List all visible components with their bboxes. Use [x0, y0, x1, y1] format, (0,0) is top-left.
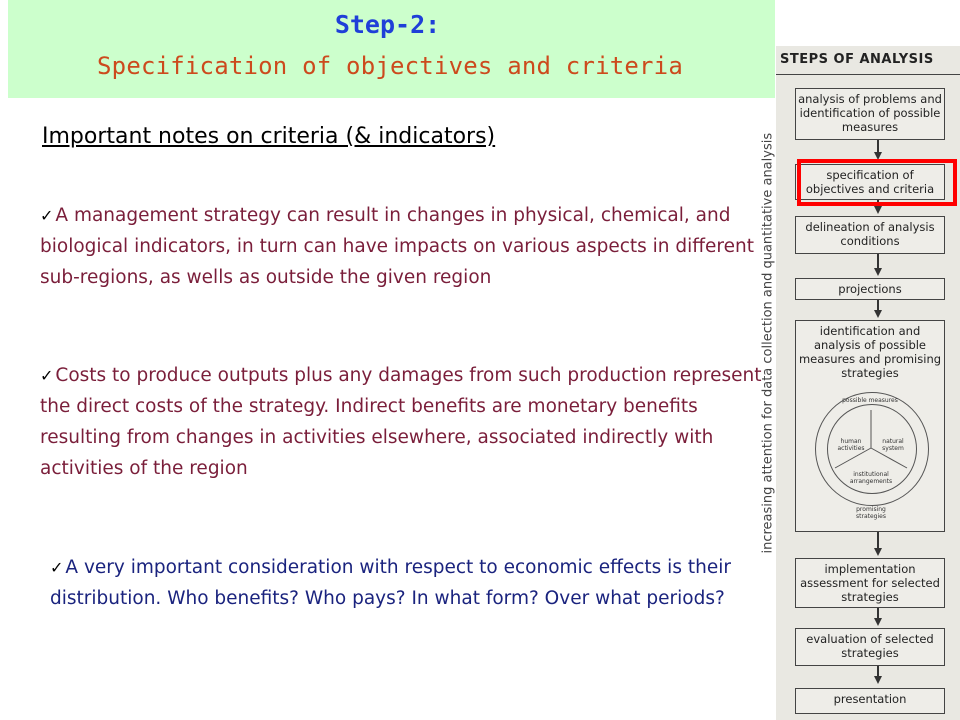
current-step-highlight [797, 159, 957, 206]
note-text-3: A very important consideration with respect to economic effects is their distribution. Who benefits? Who pays? In what form? Over what periods? [50, 557, 731, 609]
note-text-2: Costs to produce outputs plus any damages from such production represent the direct costs of the strategy. Indirect benefits are monetary benefits resulting from changes in activities elsewhere, associated indirectly with activities of the region [40, 365, 762, 479]
cycle-label-top: possible measures [842, 397, 898, 404]
figure-title-rule [776, 74, 960, 75]
cycle-label-bottom: institutional arrangements [849, 471, 893, 485]
arrow-down-icon [874, 268, 882, 276]
note-text-1: A management strategy can result in changes in physical, chemical, and biological indicators, in turn can have impacts on various aspects in different sub-regions, as wells as outside the given region [40, 205, 754, 288]
note-paragraph-1 [40, 200, 770, 293]
check-icon: ✓ [40, 366, 54, 385]
steps-of-analysis-figure [760, 46, 960, 720]
check-icon: ✓ [50, 558, 64, 577]
cycle-label-footer: promising strategies [856, 506, 886, 520]
note-paragraph-3 [50, 552, 770, 614]
figure-side-label: increasing attention for data collection and quantitative analysis [760, 132, 776, 554]
flow-step-6: implementation assessment for selected strategies [795, 558, 945, 608]
check-icon: ✓ [40, 206, 54, 225]
note-paragraph-2 [40, 360, 770, 484]
flow-step-7: evaluation of selected strategies [795, 628, 945, 666]
cycle-label-left: human activities [837, 438, 865, 452]
flow-step-1: analysis of problems and identification of possible measures [795, 88, 945, 140]
flow-step-5-label: identification and analysis of possible measures and promising strategies [798, 324, 942, 380]
step-subtitle: Specification of objectives and criteria [97, 52, 683, 80]
notes-heading: Important notes on criteria (& indicators) [42, 124, 496, 149]
flow-step-4: projections [795, 278, 945, 300]
flow-step-3: delineation of analysis conditions [795, 216, 945, 254]
arrow-down-icon [874, 310, 882, 318]
flow-step-2: specification of objectives and criteria [795, 164, 945, 200]
arrow-down-icon [874, 676, 882, 684]
figure-title: STEPS OF ANALYSIS [780, 52, 934, 67]
step-title: Step-2: [334, 10, 441, 39]
arrow-down-icon [874, 206, 882, 214]
arrow-down-icon [874, 548, 882, 556]
flow-step-8: presentation [795, 688, 945, 714]
cycle-label-right: natural system [882, 438, 904, 452]
arrow-down-icon [874, 618, 882, 626]
